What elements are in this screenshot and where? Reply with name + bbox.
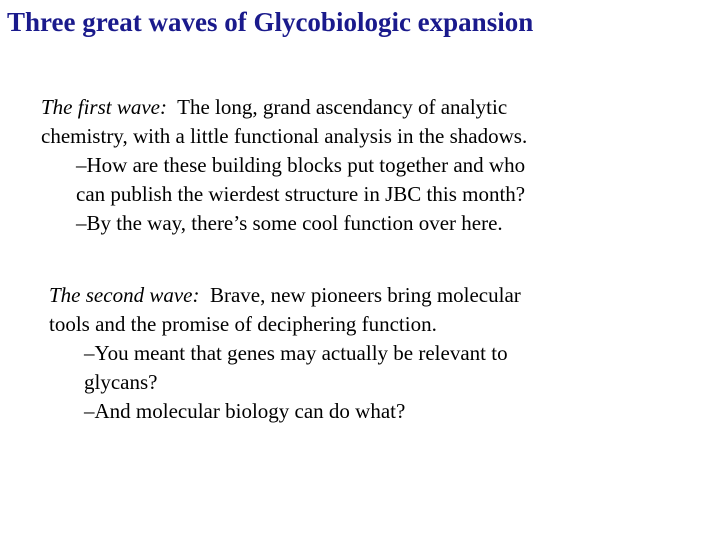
first-wave-section xyxy=(41,93,701,238)
first-wave-text-line2: chemistry, with a little functional analysis in the shadows. xyxy=(41,124,528,148)
second-wave-text-line2: tools and the promise of deciphering function. xyxy=(49,312,437,336)
first-wave-text-line1: The long, grand ascendancy of analytic xyxy=(177,95,508,119)
second-wave-intro xyxy=(49,281,689,339)
second-wave-point-1 xyxy=(49,339,689,397)
second-wave-point-2-line1: –And molecular biology can do what? xyxy=(84,399,406,423)
second-wave-point-1-line1: –You meant that genes may actually be relevant to xyxy=(84,341,508,365)
second-wave-point-1-line2: glycans? xyxy=(84,370,158,394)
first-wave-point-2-line1: –By the way, there’s some cool function over here. xyxy=(76,211,503,235)
first-wave-point-1 xyxy=(41,151,701,209)
second-wave-text-line1: Brave, new pioneers bring molecular xyxy=(209,283,521,307)
first-wave-point-1-line2: can publish the wierdest structure in JBC this month? xyxy=(76,182,526,206)
second-wave-label: The second wave: xyxy=(49,283,200,307)
first-wave-point-1-line1: –How are these building blocks put together and who xyxy=(76,153,526,177)
first-wave-intro xyxy=(41,93,701,151)
second-wave-section xyxy=(49,281,689,426)
second-wave-point-2 xyxy=(49,397,689,426)
first-wave-label: The first wave: xyxy=(41,95,167,119)
slide-title: Three great waves of Glycobiologic expansion xyxy=(7,7,534,37)
first-wave-point-2 xyxy=(41,209,701,238)
